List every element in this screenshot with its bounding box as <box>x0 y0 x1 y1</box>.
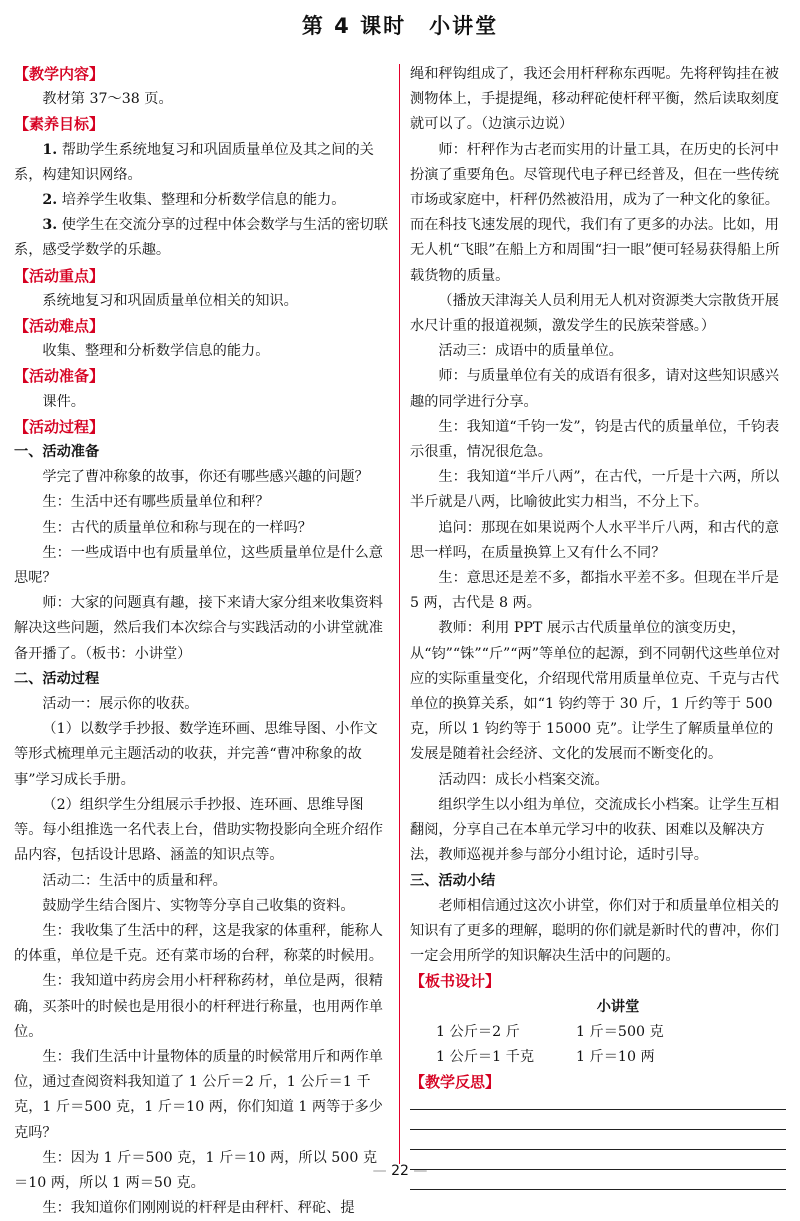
board-row <box>410 1045 786 1070</box>
paragraph: 老师相信通过这次小讲堂，你们对于和质量单位相关的知识有了更多的理解，聪明的你们就是新时代的曹冲，你们一定会用所学的知识解决生活中的问题的。 <box>410 897 779 965</box>
paragraph: （播放天津海关人员利用无人机对资源类大宗散货开展水尺计重的报道视频，激发学生的民族荣誉感。） <box>410 292 779 335</box>
key-points: 系统地复习和巩固质量单位相关的知识。 <box>42 292 298 309</box>
writing-line <box>410 1109 786 1110</box>
difficulty: 收集、整理和分析数学信息的能力。 <box>42 343 270 360</box>
tag-goals: 【素养目标】 <box>14 115 105 134</box>
paragraph: 生：意思还是差不多，都指水平差不多。但现在半斤是 5 两，古代是 8 两。 <box>410 570 779 612</box>
left-column <box>14 62 391 1221</box>
teaching-content: 教材第 37～38 页。 <box>42 91 173 108</box>
paragraph: 生：我们生活中计量物体的质量的时候常用斤和两作单位，通过查阅资料我知道了 1 公斤＝2 斤，1 公斤＝1 千克，1 斤＝500 克，1 斤＝10 两，你们知道 1 两等于多少克吗？ <box>14 1048 383 1141</box>
page-title: 第 4 课时 小讲堂 <box>301 14 499 38</box>
paragraph: 生：我收集了生活中的秤，这是我家的体重秤，能称人的体重，单位是千克。还有菜市场的台秤，称菜的时候用。 <box>14 922 383 965</box>
page-footer <box>0 1163 800 1179</box>
goal-3: 3. 使学生在交流分享的过程中体会数学与生活的密切联系，感受学数学的乐趣。 <box>14 217 389 259</box>
board-cell: 1 公斤＝1 千克 <box>436 1048 535 1065</box>
tag-process: 【活动过程】 <box>14 417 105 436</box>
board-title: 小讲堂 <box>596 998 640 1015</box>
paragraph: 组织学生以小组为单位，交流成长小档案。让学生互相翻阅，分享自己在本单元学习中的收获、困难以及解决方法，教师巡视并参与部分小组讨论，适时引导。 <box>410 796 779 864</box>
paragraph: 活动四：成长小档案交流。 <box>438 771 609 788</box>
paragraph: 师：大家的问题真有趣，接下来请大家分组来收集资料解决这些问题，然后我们本次综合与实践活动的小讲堂就准备开播了。（板书：小讲堂） <box>14 595 383 662</box>
preparation: 课件。 <box>42 393 85 410</box>
tag-reflection: 【教学反思】 <box>410 1073 501 1092</box>
paragraph: 生：因为 1 斤＝500 克，1 斤＝10 两，所以 500 克＝10 两，所以 1 两＝50 克。 <box>14 1149 378 1191</box>
paragraph: 生：我知道中药房会用小杆秤称药材，单位是两，很精确，买茶叶的时候也是用很小的杆秤进行称量，也用两作单位。 <box>14 973 383 1040</box>
paragraph: 鼓励学生结合图片、实物等分享自己收集的资料。 <box>42 897 355 914</box>
page-number: 22 <box>391 1163 409 1179</box>
board-cell: 1 斤＝10 两 <box>576 1048 655 1065</box>
right-column <box>410 62 786 1190</box>
footer-dash: — <box>413 1163 428 1179</box>
paragraph: 活动一：展示你的收获。 <box>42 696 199 713</box>
tag-preparation: 【活动准备】 <box>14 367 105 386</box>
writing-line <box>410 1149 786 1150</box>
section-heading-2: 二、活动过程 <box>14 670 100 687</box>
tag-key-points: 【活动重点】 <box>14 266 105 285</box>
board-cell: 1 公斤＝2 斤 <box>436 1023 520 1040</box>
paragraph: 师：杆秤作为古老而实用的计量工具，在历史的长河中扮演了重要角色。尽管现代电子秤已经普及，但在一些传统市场或家庭中，杆秤仍然被沿用，成为了一种文化的象征。而在科技飞速发展的现代，我们有了更多的办法。比如，用无人机“飞眼”在船上方和周围“扫一眼”便可轻易获得船上所载货物的质量。 <box>410 141 780 284</box>
section-heading-1: 一、活动准备 <box>14 444 100 461</box>
column-divider <box>399 64 400 1164</box>
paragraph: 追问：那现在如果说两个人水平半斤八两，和古代的意思一样吗，在质量换算上又有什么不同？ <box>410 519 779 561</box>
paragraph: 绳和秤钩组成了，我还会用杆秤称东西呢。先将秤钩挂在被测物体上，手提提绳，移动秤砣使杆秤平衡，然后读取刻度就可以了。（边演示边说） <box>410 66 779 133</box>
section-heading-3: 三、活动小结 <box>410 872 496 889</box>
footer-dash: — <box>372 1163 387 1179</box>
board-cell: 1 斤＝500 克 <box>576 1023 664 1040</box>
writing-line <box>410 1189 786 1190</box>
paragraph: 教师：利用 PPT 展示古代质量单位的演变历史，从“钧”“铢”“斤”“两”等单位的起源，到不同朝代这些单位对应的实际重量变化，介绍现代常用质量单位克、千克与古代单位的换算关系，如“1 钧约等于 30 斤，1 斤约等于 500 克，所以 1 钧约等于 15000 克”。让学生了解质量单位的发展是随着社会经济、文化的发展而不断变化的。 <box>410 620 781 763</box>
paragraph: 生：古代的质量单位和称与现在的一样吗？ <box>42 519 312 536</box>
paragraph: （1）以数学手抄报、数学连环画、思维导图、小作文等形式梳理单元主题活动的收获，并完善“曹冲称象的故事”学习成长手册。 <box>14 721 378 788</box>
paragraph: 生：我知道“千钧一发”，钧是古代的质量单位，千钧表示很重，情况很危急。 <box>410 418 780 461</box>
writing-line <box>410 1129 786 1130</box>
tag-teaching-content: 【教学内容】 <box>14 65 105 83</box>
paragraph: 生：我知道你们刚刚说的杆秤是由秤杆、秤砣、提 <box>42 1200 355 1217</box>
paragraph: 生：生活中还有哪些质量单位和秤？ <box>42 494 270 511</box>
tag-difficulty: 【活动难点】 <box>14 317 105 336</box>
paragraph: 师：与质量单位有关的成语有很多，请对这些知识感兴趣的同学进行分享。 <box>410 368 779 410</box>
paragraph: 活动二：生活中的质量和秤。 <box>42 872 227 889</box>
goal-2: 2. 培养学生收集、整理和分析数学信息的能力。 <box>42 192 346 209</box>
paragraph: （2）组织学生分组展示手抄报、连环画、思维导图等。每小组推选一名代表上台，借助实物投影向全班介绍作品内容，包括设计思路、涵盖的知识点等。 <box>14 796 383 864</box>
paragraph: 学完了曹冲称象的故事，你还有哪些感兴趣的问题？ <box>42 469 369 486</box>
paragraph: 生：一些成语中也有质量单位，这些质量单位是什么意思呢？ <box>14 544 383 587</box>
board-row <box>410 1020 786 1045</box>
paragraph: 生：我知道“半斤八两”，在古代，一斤是十六两，所以半斤就是八两，比喻彼此实力相当，不分上下。 <box>410 469 780 511</box>
paragraph: 活动三：成语中的质量单位。 <box>438 343 623 360</box>
goal-1: 1. 帮助学生系统地复习和巩固质量单位及其之间的关系，构建知识网络。 <box>14 141 374 183</box>
tag-board-design: 【板书设计】 <box>410 972 501 991</box>
